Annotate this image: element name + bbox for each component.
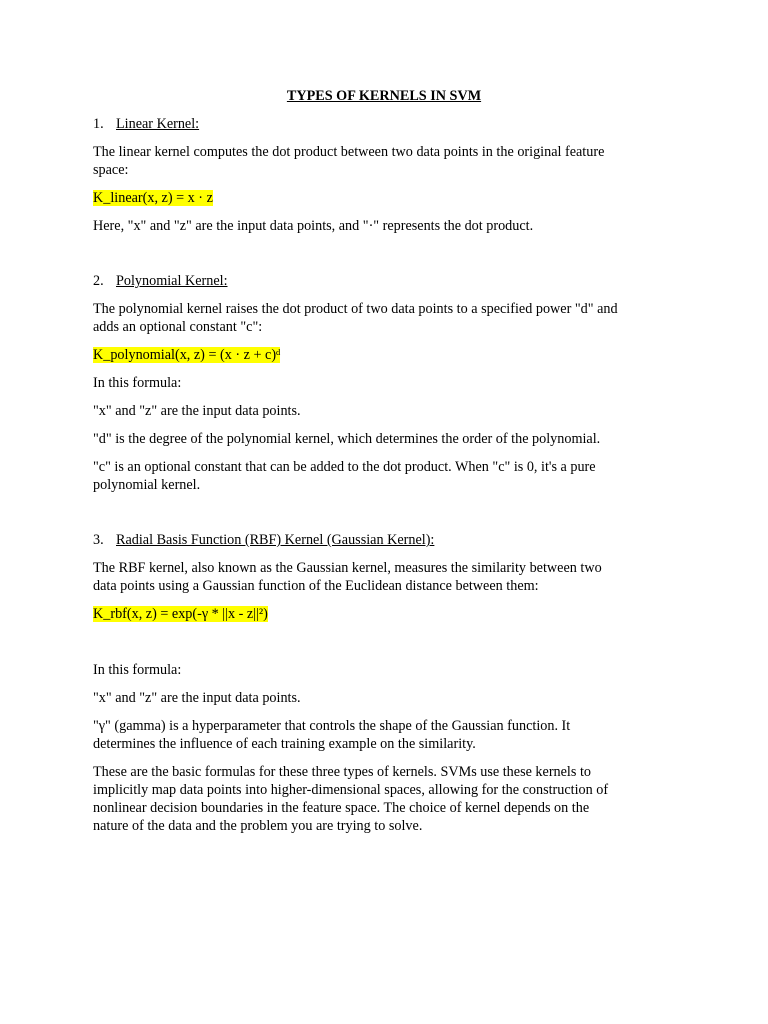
section-heading-label: Radial Basis Function (RBF) Kernel (Gaussian Kernel): bbox=[116, 532, 435, 548]
paragraph-line: The RBF kernel, also known as the Gaussian kernel, measures the similarity between two bbox=[93, 560, 602, 576]
paragraph-line: polynomial kernel. bbox=[93, 477, 201, 493]
section-heading-rbf bbox=[93, 531, 434, 549]
document-title: TYPES OF KERNELS IN SVM bbox=[286, 88, 482, 104]
formula-highlight: K_linear(x, z) = x · z bbox=[93, 190, 213, 206]
paragraph-line: "c" is an optional constant that can be added to the dot product. When "c" is 0, it's a pure bbox=[93, 459, 596, 475]
conclusion-line: nonlinear decision boundaries in the feature space. The choice of kernel depends on the bbox=[93, 800, 590, 816]
paragraph-line: In this formula: bbox=[93, 375, 182, 391]
formula-highlight: K_rbf(x, z) = exp(-γ * ||x - z||²) bbox=[93, 606, 268, 622]
section-heading-label: Linear Kernel: bbox=[116, 116, 200, 132]
paragraph-line: "x" and "z" are the input data points. bbox=[93, 690, 301, 706]
section-heading-linear bbox=[93, 115, 199, 133]
paragraph-line: data points using a Gaussian function of the Euclidean distance between them: bbox=[93, 578, 539, 594]
paragraph-line: determines the influence of each training example on the similarity. bbox=[93, 736, 476, 752]
conclusion-line: nature of the data and the problem you are trying to solve. bbox=[93, 818, 423, 834]
section-number: 3. bbox=[93, 532, 104, 548]
paragraph-line: Here, "x" and "z" are the input data points, and "·" represents the dot product. bbox=[93, 218, 534, 234]
paragraph-line: The linear kernel computes the dot product between two data points in the original feature bbox=[93, 144, 605, 160]
paragraph-line: "x" and "z" are the input data points. bbox=[93, 403, 301, 419]
formula-linear bbox=[93, 189, 213, 207]
formula-polynomial bbox=[93, 346, 280, 364]
paragraph-line: adds an optional constant "c": bbox=[93, 319, 263, 335]
conclusion-line: implicitly map data points into higher-dimensional spaces, allowing for the construction of bbox=[93, 782, 609, 798]
paragraph-line: In this formula: bbox=[93, 662, 182, 678]
section-heading-polynomial bbox=[93, 272, 228, 290]
conclusion-line: These are the basic formulas for these three types of kernels. SVMs use these kernels to bbox=[93, 764, 591, 780]
section-heading-label: Polynomial Kernel: bbox=[116, 273, 228, 289]
paragraph-line: space: bbox=[93, 162, 129, 178]
formula-rbf bbox=[93, 605, 268, 623]
paragraph-line: "d" is the degree of the polynomial kernel, which determines the order of the polynomial. bbox=[93, 431, 601, 447]
section-number: 2. bbox=[93, 273, 104, 289]
paragraph-line: The polynomial kernel raises the dot product of two data points to a specified power "d" and bbox=[93, 301, 618, 317]
formula-highlight: K_polynomial(x, z) = (x · z + c)ᵈ bbox=[93, 347, 281, 363]
section-number: 1. bbox=[93, 116, 104, 132]
paragraph-line: "γ" (gamma) is a hyperparameter that controls the shape of the Gaussian function. It bbox=[93, 718, 571, 734]
